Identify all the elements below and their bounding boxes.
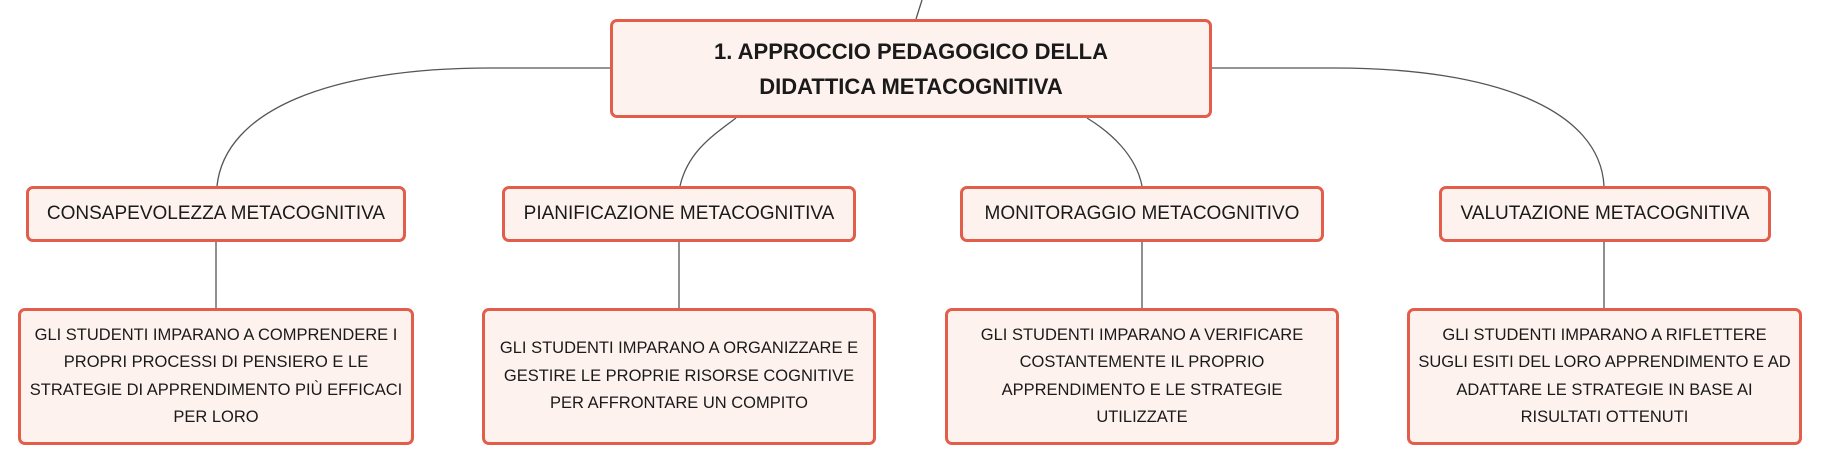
connector-root-to-monitoraggio: [1087, 118, 1142, 186]
connector-root-to-valutazione: [1212, 68, 1604, 186]
desc-monitoraggio[interactable]: [945, 308, 1339, 445]
node-description: GLI STUDENTI IMPARANO A VERIFICARE COSTANTEMENTE IL PROPRIO APPRENDIMENTO E LE STRATEGIE UTILIZZATE: [980, 325, 1304, 426]
desc-consapevolezza[interactable]: [18, 308, 414, 445]
connector-root-to-consapevolezza: [217, 68, 610, 186]
connector-root-to-pianificazione: [680, 118, 736, 186]
node-label: CONSAPEVOLEZZA METACOGNITIVA: [46, 203, 386, 224]
connector-from-parent: [916, 0, 922, 19]
node-monitoraggio[interactable]: [960, 186, 1324, 242]
node-label: MONITORAGGIO METACOGNITIVO: [984, 203, 1300, 224]
node-description: GLI STUDENTI IMPARANO A ORGANIZZARE E GESTIRE LE PROPRIE RISORSE COGNITIVE PER AFFRONTARE UN COMPITO: [499, 339, 859, 413]
node-description: GLI STUDENTI IMPARANO A RIFLETTERE SUGLI ESITI DEL LORO APPRENDIMENTO E AD ADATTARE LE STRATEGIE IN BASE AI RISULTATI OTTENUTI: [1418, 325, 1791, 426]
desc-pianificazione[interactable]: [482, 308, 876, 445]
node-label: PIANIFICAZIONE METACOGNITIVA: [523, 203, 835, 224]
node-label: VALUTAZIONE METACOGNITIVA: [1460, 203, 1750, 224]
desc-valutazione[interactable]: [1407, 308, 1802, 445]
root-title: 1. APPROCCIO PEDAGOGICO DELLA DIDATTICA METACOGNITIVA: [713, 38, 1108, 99]
node-description: GLI STUDENTI IMPARANO A COMPRENDERE I PROPRI PROCESSI DI PENSIERO E LE STRATEGIE DI APPRENDIMENTO PIÙ EFFICACI PER LORO: [29, 325, 403, 426]
node-consapevolezza[interactable]: [26, 186, 406, 242]
node-pianificazione[interactable]: [502, 186, 856, 242]
root-node[interactable]: [610, 19, 1212, 118]
node-valutazione[interactable]: [1439, 186, 1771, 242]
